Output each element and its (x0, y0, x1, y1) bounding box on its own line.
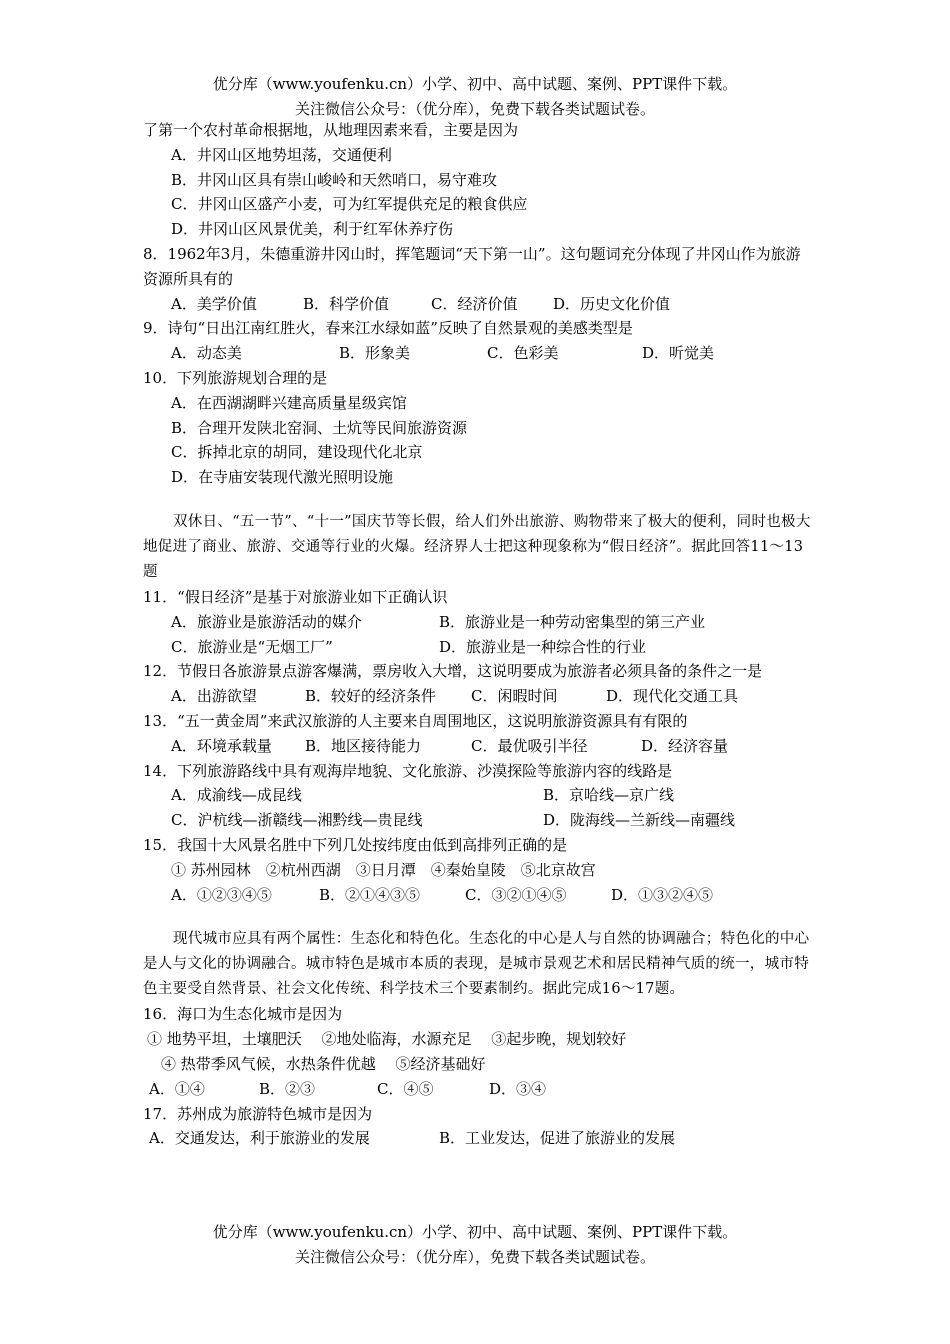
q8-option-a: A．美学价值 (171, 294, 257, 313)
q9-options (143, 341, 813, 366)
q16-options (143, 1077, 813, 1102)
q8-option-d: D．历史文化价值 (553, 294, 671, 313)
q11-option-b: B．旅游业是一种劳动密集型的第三产业 (439, 612, 706, 631)
q13-stem: 13．“五一黄金周”来武汉旅游的人主要来自周围地区，这说明旅游资源具有有限的 (143, 711, 688, 730)
q9-option-d: D．听觉美 (642, 344, 715, 363)
q16-option-c: C．④⑤ (377, 1079, 434, 1098)
q12-option-b: B．较好的经济条件 (305, 687, 437, 706)
q8-options (143, 292, 813, 317)
q13-option-b: B．地区接待能力 (305, 736, 422, 755)
q15-items: ① 苏州园林 ②杭州西湖 ③日月潭 ④秦始皇陵 ⑤北京故宫 (171, 860, 596, 879)
q16-option-a: A．①④ (149, 1079, 205, 1098)
header-ad-line-1: 优分库（www.youfenku.cn）小学、初中、高中试题、案例、PPT课件下载。 (212, 75, 738, 93)
q7-option-d: D．井冈山区风景优美，利于红军休养疗伤 (171, 220, 454, 239)
q15-option-b: B．②①④③⑤ (319, 885, 421, 904)
q13-option-c: C．最优吸引半径 (471, 736, 588, 755)
header-ad-line-2: 关注微信公众号：（优分库），免费下载各类试题试卷。 (294, 100, 655, 118)
q10-option-c: C．拆掉北京的胡同，建设现代化北京 (171, 443, 423, 462)
q16-items-row1: ① 地势平坦，土壤肥沃 ②地处临海，水源充足 ③起步晚，规划较好 (147, 1030, 627, 1049)
q17-stem: 17．苏州成为旅游特色城市是因为 (143, 1104, 373, 1123)
q15-stem: 15．我国十大风景名胜中下列几处按纬度由低到高排列正确的是 (143, 835, 568, 854)
q16-option-b: B．②③ (259, 1079, 316, 1098)
q13-option-d: D．经济容量 (641, 736, 729, 755)
q12-option-c: C．闲暇时间 (471, 687, 558, 706)
q10-option-b: B．合理开发陕北窑洞、土炕等民间旅游资源 (171, 418, 468, 437)
q16-stem: 16．海口为生态化城市是因为 (143, 1005, 343, 1024)
q16-option-d: D．③④ (489, 1079, 547, 1098)
q17-options (143, 1126, 813, 1151)
q16-items-row2: ④ 热带季风气候，水热条件优越 ⑤经济基础好 (161, 1054, 486, 1073)
q13-options (143, 734, 813, 759)
q10-stem: 10．下列旅游规划合理的是 (143, 368, 328, 387)
exam-body (143, 118, 813, 1151)
q10-option-a: A．在西湖湖畔兴建高质量星级宾馆 (171, 393, 407, 412)
q17-option-a: A．交通发达，利于旅游业的发展 (149, 1129, 370, 1148)
q15-option-c: C．③②①④⑤ (465, 885, 567, 904)
q13-option-a: A．环境承载量 (171, 736, 272, 755)
q7-option-b: B．井冈山区具有崇山峻岭和天然哨口，易守难攻 (171, 170, 498, 189)
q7-stem: 了第一个农村革命根据地，从地理因素来看，主要是因为 (143, 121, 519, 139)
q11-options-row1 (143, 610, 813, 635)
q10-option-d: D．在寺庙安装现代激光照明设施 (171, 468, 394, 487)
q11-option-c: C．旅游业是“无烟工厂” (171, 637, 333, 656)
q11-option-d: D．旅游业是一种综合性的行业 (439, 637, 647, 656)
q11-option-a: A．旅游业是旅游活动的媒介 (171, 612, 362, 631)
q14-option-d: D．陇海线—兰新线—南疆线 (543, 811, 736, 830)
q12-option-d: D．现代化交通工具 (606, 687, 739, 706)
q9-stem: 9．诗句“日出江南红胜火，春来江水绿如蓝”反映了自然景观的美感类型是 (143, 319, 633, 338)
q8-option-b: B．科学价值 (303, 294, 390, 313)
q8-stem: 8．1962年3月，朱德重游井冈山时，挥笔题词“天下第一山”。这句题词充分体现了井冈山作为旅游资源所具有的 (143, 244, 801, 288)
q12-stem: 12．节假日各旅游景点游客爆满，票房收入大增，这说明要成为旅游者必须具备的条件之一是 (143, 662, 763, 681)
q11-options-row2 (143, 635, 813, 660)
q17-option-b: B．工业发达，促进了旅游业的发展 (439, 1129, 676, 1148)
footer-ad-line-2: 关注微信公众号：（优分库），免费下载各类试题试卷。 (294, 1248, 655, 1266)
q12-option-a: A．出游欲望 (171, 687, 257, 706)
q15-option-a: A．①②③④⑤ (171, 885, 272, 904)
q15-options (143, 883, 813, 908)
q9-option-a: A．动态美 (171, 344, 242, 363)
passage-holiday-economy: 双休日、“五一节”、“十一”国庆节等长假，给人们外出旅游、购物带来了极大的便利，同时也极大地促进了商业、旅游、交通等行业的火爆。经济界人士把这种现象称为“假日经济”。据此回答11～13题 (143, 513, 811, 580)
q8-option-c: C．经济价值 (431, 294, 518, 313)
footer-ad-line-1: 优分库（www.youfenku.cn）小学、初中、高中试题、案例、PPT课件下载。 (212, 1223, 738, 1241)
q14-option-b: B．京哈线—京广线 (543, 786, 675, 805)
q15-option-d: D．①③②④⑤ (611, 885, 714, 904)
q14-option-c: C．沪杭线—浙赣线—湘黔线—贵昆线 (171, 811, 423, 830)
q11-stem: 11．“假日经济”是基于对旅游业如下正确认识 (143, 587, 448, 606)
q7-option-c: C．井冈山区盛产小麦，可为红军提供充足的粮食供应 (171, 195, 528, 214)
q9-option-c: C．色彩美 (487, 344, 559, 363)
passage-city-attributes: 现代城市应具有两个属性：生态化和特色化。生态化的中心是人与自然的协调融合；特色化的中心是人与文化的协调融合。城市特色是城市本质的表现，是城市景观艺术和居民精神气质的统一，城市特色主要受自然背景、社会文化传统、科学技术三个要素制约。据此完成16～17题。 (143, 931, 810, 998)
q9-option-b: B．形象美 (339, 344, 411, 363)
q14-options-row2 (143, 808, 813, 833)
q7-option-a: A．井冈山区地势坦荡，交通便利 (171, 145, 392, 164)
q14-stem: 14．下列旅游路线中具有观海岸地貌、文化旅游、沙漠探险等旅游内容的线路是 (143, 761, 673, 780)
q12-options (143, 684, 813, 709)
q14-option-a: A．成渝线—成昆线 (171, 786, 302, 805)
q14-options-row1 (143, 783, 813, 808)
